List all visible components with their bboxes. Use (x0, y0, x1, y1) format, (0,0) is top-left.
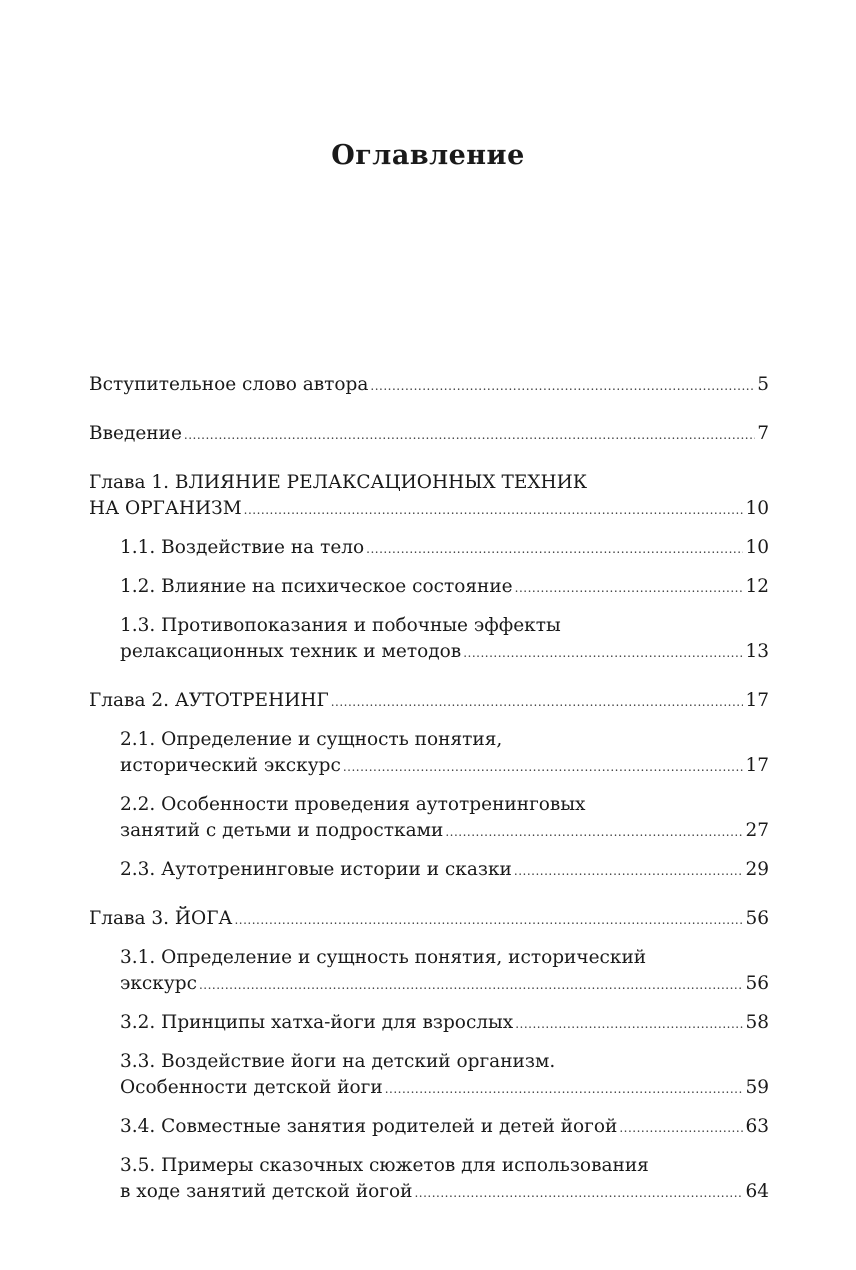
toc-entry-chapter-3[interactable] (89, 906, 769, 933)
toc-page-number: 5 (757, 374, 769, 395)
toc-entry-2-3[interactable] (89, 857, 769, 884)
dot-leader (331, 688, 744, 715)
toc-entry-2-2[interactable] (89, 792, 769, 845)
table-of-contents (89, 372, 769, 1206)
toc-page-number: 63 (745, 1116, 769, 1137)
dot-leader (184, 421, 755, 448)
toc-entry-1-3[interactable] (89, 613, 769, 666)
toc-page-number: 64 (745, 1181, 769, 1202)
toc-entry-3-1[interactable] (89, 945, 769, 998)
dot-leader (514, 857, 744, 884)
toc-entry-text-cont: релаксационных техник и методов (120, 641, 462, 662)
dot-leader (515, 1010, 743, 1037)
page-title: Оглавление (331, 140, 525, 171)
toc-page-number: 10 (745, 498, 769, 519)
dot-leader (244, 496, 744, 523)
toc-entry-chapter-2[interactable] (89, 688, 769, 715)
toc-entry-intro-author[interactable] (89, 372, 769, 399)
toc-entry-3-4[interactable] (89, 1114, 769, 1141)
toc-page-number: 58 (745, 1012, 769, 1033)
dot-leader (414, 1179, 743, 1206)
toc-entry-text-cont: экскурс (120, 973, 197, 994)
toc-entry-text: Введение (89, 423, 182, 444)
toc-page-number: 10 (745, 537, 769, 558)
toc-entry-text: Глава 1. ВЛИЯНИЕ РЕЛАКСАЦИОННЫХ ТЕХНИК (89, 472, 588, 493)
toc-entry-3-3[interactable] (89, 1049, 769, 1102)
toc-entry-introduction[interactable] (89, 421, 769, 448)
dot-leader (366, 535, 743, 562)
toc-page-number: 12 (745, 576, 769, 597)
toc-entry-text: 3.2. Принципы хатха-йоги для взрослых (120, 1012, 514, 1033)
toc-entry-text: 2.3. Аутотренинговые истории и сказки (120, 859, 512, 880)
toc-entry-text-cont: исторический экскурс (120, 755, 341, 776)
dot-leader (199, 971, 744, 998)
toc-entry-text: 2.1. Определение и сущность понятия, (120, 729, 503, 750)
toc-page-number: 13 (745, 641, 769, 662)
toc-entry-text-cont: занятий с детьми и подростками (120, 820, 444, 841)
toc-entry-text: Вступительное слово автора (89, 374, 369, 395)
toc-page-number: 27 (745, 820, 769, 841)
toc-page-number: 59 (745, 1077, 769, 1098)
toc-entry-text: 3.3. Воздействие йоги на детский организм. (120, 1051, 556, 1072)
toc-entry-3-2[interactable] (89, 1010, 769, 1037)
toc-entry-text: 1.3. Противопоказания и побочные эффекты (120, 615, 561, 636)
toc-entry-text: 3.1. Определение и сущность понятия, исторический (120, 947, 647, 968)
toc-entry-2-1[interactable] (89, 727, 769, 780)
dot-leader (370, 372, 755, 399)
toc-entry-3-5[interactable] (89, 1153, 769, 1206)
dot-leader (385, 1075, 744, 1102)
toc-entry-text: 1.2. Влияние на психическое состояние (120, 576, 513, 597)
dot-leader (619, 1114, 743, 1141)
toc-entry-text: 1.1. Воздействие на тело (120, 537, 365, 558)
toc-entry-text: 2.2. Особенности проведения аутотренинговых (120, 794, 586, 815)
toc-entry-text: Глава 2. АУТОТРЕНИНГ (89, 690, 329, 711)
toc-page-number: 56 (745, 973, 769, 994)
toc-page-number: 17 (745, 690, 769, 711)
dot-leader (463, 639, 743, 666)
dot-leader (343, 753, 744, 780)
dot-leader (234, 906, 743, 933)
toc-entry-text-cont: НА ОРГАНИЗМ (89, 498, 242, 519)
toc-entry-text: Глава 3. ЙОГА (89, 908, 233, 929)
toc-entry-1-2[interactable] (89, 574, 769, 601)
toc-entry-1-1[interactable] (89, 535, 769, 562)
toc-page-number: 7 (757, 423, 769, 444)
toc-page-number: 56 (745, 908, 769, 929)
toc-page-number: 17 (745, 755, 769, 776)
toc-entry-text: 3.4. Совместные занятия родителей и детей йогой (120, 1116, 618, 1137)
dot-leader (515, 574, 744, 601)
toc-page-number: 29 (745, 859, 769, 880)
toc-entry-chapter-1[interactable] (89, 470, 769, 523)
toc-entry-text-cont: Особенности детской йоги (120, 1077, 383, 1098)
toc-entry-text-cont: в ходе занятий детской йогой (120, 1181, 413, 1202)
toc-entry-text: 3.5. Примеры сказочных сюжетов для использования (120, 1155, 649, 1176)
dot-leader (445, 818, 743, 845)
